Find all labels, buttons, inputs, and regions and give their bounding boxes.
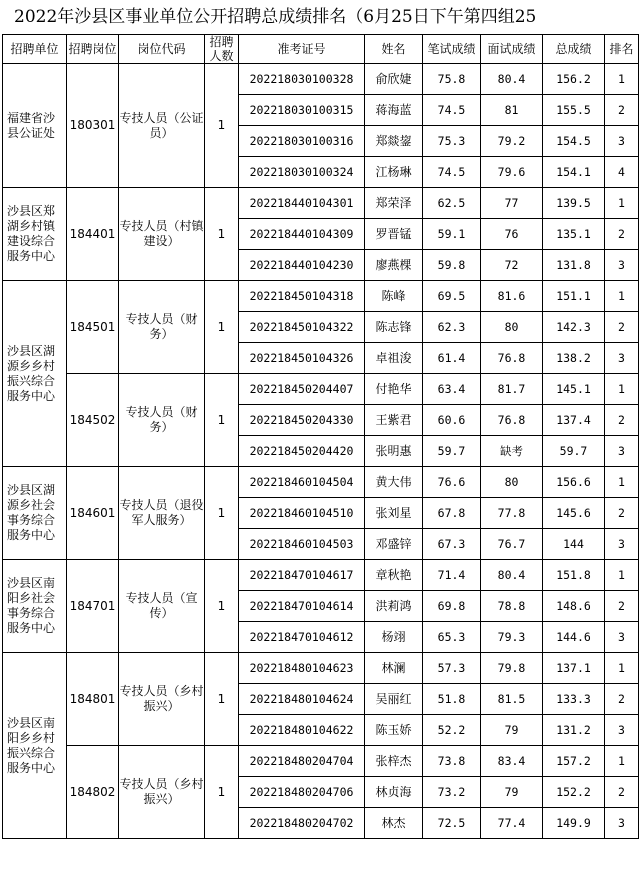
total-score-cell: 137.4 [543,405,605,436]
ticket-cell: 202218450204407 [239,374,365,405]
post-title-cell: 专技人员（退役军人服务） [119,467,205,560]
name-cell: 黄大伟 [365,467,423,498]
table-row [3,653,639,684]
total-score-cell: 145.1 [543,374,605,405]
interview-score-cell: 79.3 [481,622,543,653]
name-cell: 王紫君 [365,405,423,436]
post-count-cell: 1 [205,746,239,839]
total-score-cell: 151.1 [543,281,605,312]
total-score-cell: 156.2 [543,64,605,95]
ticket-cell: 202218460104504 [239,467,365,498]
rank-cell: 3 [605,808,639,839]
ticket-cell: 202218450104322 [239,312,365,343]
header-row [3,35,639,64]
post-title-cell: 专技人员（乡村振兴） [119,746,205,839]
written-score-cell: 62.3 [423,312,481,343]
post-count-cell: 1 [205,467,239,560]
unit-name-cell: 沙县区湖源乡乡村振兴综合服务中心 [3,281,67,467]
written-score-cell: 59.7 [423,436,481,467]
name-cell: 蒋海蓝 [365,95,423,126]
total-score-cell: 151.8 [543,560,605,591]
interview-score-cell: 78.8 [481,591,543,622]
name-cell: 郑荣泽 [365,188,423,219]
post-code-cell: 184502 [67,374,119,467]
interview-score-cell: 79.2 [481,126,543,157]
rank-cell: 1 [605,281,639,312]
name-cell: 江杨琳 [365,157,423,188]
table-row [3,560,639,591]
name-cell: 罗晋锰 [365,219,423,250]
written-score-cell: 65.3 [423,622,481,653]
interview-score-cell: 76 [481,219,543,250]
rank-cell: 1 [605,374,639,405]
name-cell: 陈峰 [365,281,423,312]
unit-name-cell: 沙县区郑湖乡村镇建设综合服务中心 [3,188,67,281]
unit-name-cell: 沙县区南阳乡社会事务综合服务中心 [3,560,67,653]
written-score-cell: 74.5 [423,157,481,188]
ticket-cell: 202218460104503 [239,529,365,560]
rank-cell: 3 [605,343,639,374]
rank-cell: 3 [605,126,639,157]
post-title-cell: 专技人员（财务） [119,374,205,467]
rank-cell: 2 [605,405,639,436]
total-score-cell: 144 [543,529,605,560]
interview-score-cell: 80 [481,467,543,498]
ticket-cell: 202218480204704 [239,746,365,777]
rank-cell: 1 [605,188,639,219]
table-row [3,746,639,777]
post-count-cell: 1 [205,64,239,188]
ticket-cell: 202218480104623 [239,653,365,684]
total-score-cell: 139.5 [543,188,605,219]
post-code-cell: 184701 [67,560,119,653]
name-cell: 廖燕棵 [365,250,423,281]
written-score-cell: 67.3 [423,529,481,560]
header-post: 招聘岗位 [67,35,119,64]
written-score-cell: 59.8 [423,250,481,281]
ticket-cell: 202218440104309 [239,219,365,250]
post-count-cell: 1 [205,560,239,653]
interview-score-cell: 81 [481,95,543,126]
header-interview: 面试成绩 [481,35,543,64]
rank-cell: 2 [605,95,639,126]
ticket-cell: 202218460104510 [239,498,365,529]
header-count: 招聘人数 [205,35,239,64]
written-score-cell: 75.3 [423,126,481,157]
post-count-cell: 1 [205,281,239,374]
name-cell: 洪莉鸿 [365,591,423,622]
rank-cell: 4 [605,157,639,188]
ticket-cell: 202218030100316 [239,126,365,157]
unit-name-cell: 沙县区湖源乡社会事务综合服务中心 [3,467,67,560]
name-cell: 俞欣婕 [365,64,423,95]
total-score-cell: 156.6 [543,467,605,498]
interview-score-cell: 79.6 [481,157,543,188]
total-score-cell: 142.3 [543,312,605,343]
ticket-cell: 202218480204706 [239,777,365,808]
rank-cell: 3 [605,622,639,653]
interview-score-cell: 79 [481,777,543,808]
rank-cell: 3 [605,529,639,560]
name-cell: 郑燚鋆 [365,126,423,157]
rank-cell: 1 [605,64,639,95]
written-score-cell: 57.3 [423,653,481,684]
ticket-cell: 202218030100315 [239,95,365,126]
post-count-cell: 1 [205,653,239,746]
ticket-cell: 202218440104301 [239,188,365,219]
ticket-cell: 202218470104612 [239,622,365,653]
unit-name-cell: 福建省沙县公证处 [3,64,67,188]
post-title-cell: 专技人员（村镇建设） [119,188,205,281]
post-title-cell: 专技人员（公证员） [119,64,205,188]
ticket-cell: 202218450204420 [239,436,365,467]
ticket-cell: 202218030100324 [239,157,365,188]
table-row [3,188,639,219]
interview-score-cell: 72 [481,250,543,281]
written-score-cell: 74.5 [423,95,481,126]
post-title-cell: 专技人员（财务） [119,281,205,374]
rank-cell: 1 [605,467,639,498]
name-cell: 林杰 [365,808,423,839]
post-code-cell: 180301 [67,64,119,188]
rank-cell: 2 [605,498,639,529]
interview-score-cell: 80 [481,312,543,343]
post-code-cell: 184401 [67,188,119,281]
rank-cell: 3 [605,250,639,281]
name-cell: 吴丽红 [365,684,423,715]
written-score-cell: 61.4 [423,343,481,374]
total-score-cell: 152.2 [543,777,605,808]
header-rank: 排名 [605,35,639,64]
total-score-cell: 137.1 [543,653,605,684]
interview-score-cell: 81.5 [481,684,543,715]
written-score-cell: 60.6 [423,405,481,436]
interview-score-cell: 缺考 [481,436,543,467]
interview-score-cell: 77.8 [481,498,543,529]
table-row [3,467,639,498]
written-score-cell: 63.4 [423,374,481,405]
rank-cell: 2 [605,312,639,343]
ticket-cell: 202218030100328 [239,64,365,95]
total-score-cell: 155.5 [543,95,605,126]
name-cell: 张明惠 [365,436,423,467]
interview-score-cell: 79.8 [481,653,543,684]
rank-cell: 1 [605,653,639,684]
post-title-cell: 专技人员（宣传） [119,560,205,653]
interview-score-cell: 80.4 [481,560,543,591]
name-cell: 杨翊 [365,622,423,653]
name-cell: 林贞海 [365,777,423,808]
name-cell: 林澜 [365,653,423,684]
table-row [3,374,639,405]
interview-score-cell: 76.8 [481,343,543,374]
post-code-cell: 184802 [67,746,119,839]
interview-score-cell: 77 [481,188,543,219]
written-score-cell: 59.1 [423,219,481,250]
post-title-cell: 专技人员（乡村振兴） [119,653,205,746]
total-score-cell: 59.7 [543,436,605,467]
total-score-cell: 148.6 [543,591,605,622]
ticket-cell: 202218480104622 [239,715,365,746]
interview-score-cell: 77.4 [481,808,543,839]
interview-score-cell: 81.6 [481,281,543,312]
ticket-cell: 202218450204330 [239,405,365,436]
table-row [3,64,639,95]
post-code-cell: 184601 [67,467,119,560]
post-count-cell: 1 [205,374,239,467]
name-cell: 张刘星 [365,498,423,529]
total-score-cell: 154.5 [543,126,605,157]
interview-score-cell: 79 [481,715,543,746]
ticket-cell: 202218470104617 [239,560,365,591]
ticket-cell: 202218450104318 [239,281,365,312]
written-score-cell: 69.8 [423,591,481,622]
interview-score-cell: 83.4 [481,746,543,777]
name-cell: 章秋艳 [365,560,423,591]
total-score-cell: 149.9 [543,808,605,839]
post-code-cell: 184801 [67,653,119,746]
rank-cell: 3 [605,436,639,467]
name-cell: 陈玉娇 [365,715,423,746]
ticket-cell: 202218480104624 [239,684,365,715]
written-score-cell: 76.6 [423,467,481,498]
ticket-cell: 202218480204702 [239,808,365,839]
interview-score-cell: 81.7 [481,374,543,405]
document-title: 2022年沙县区事业单位公开招聘总成绩排名（6月25日下午第四组25 [14,7,537,27]
written-score-cell: 69.5 [423,281,481,312]
header-written: 笔试成绩 [423,35,481,64]
rank-cell: 2 [605,591,639,622]
total-score-cell: 157.2 [543,746,605,777]
total-score-cell: 145.6 [543,498,605,529]
total-score-cell: 135.1 [543,219,605,250]
unit-name-cell: 沙县区南阳乡乡村振兴综合服务中心 [3,653,67,839]
rank-cell: 2 [605,684,639,715]
rank-cell: 1 [605,560,639,591]
post-code-cell: 184501 [67,281,119,374]
written-score-cell: 52.2 [423,715,481,746]
written-score-cell: 73.8 [423,746,481,777]
total-score-cell: 144.6 [543,622,605,653]
interview-score-cell: 76.7 [481,529,543,560]
total-score-cell: 138.2 [543,343,605,374]
header-name: 姓名 [365,35,423,64]
rank-cell: 2 [605,777,639,808]
name-cell: 张梓杰 [365,746,423,777]
name-cell: 付艳华 [365,374,423,405]
name-cell: 陈志锋 [365,312,423,343]
written-score-cell: 62.5 [423,188,481,219]
ticket-cell: 202218450104326 [239,343,365,374]
header-unit: 招聘单位 [3,35,67,64]
name-cell: 卓祖浚 [365,343,423,374]
header-ticket: 准考证号 [239,35,365,64]
interview-score-cell: 76.8 [481,405,543,436]
written-score-cell: 71.4 [423,560,481,591]
written-score-cell: 51.8 [423,684,481,715]
written-score-cell: 67.8 [423,498,481,529]
header-total: 总成绩 [543,35,605,64]
written-score-cell: 75.8 [423,64,481,95]
total-score-cell: 131.8 [543,250,605,281]
table-row [3,281,639,312]
post-count-cell: 1 [205,188,239,281]
results-table [2,34,639,839]
written-score-cell: 72.5 [423,808,481,839]
ticket-cell: 202218470104614 [239,591,365,622]
rank-cell: 3 [605,715,639,746]
interview-score-cell: 80.4 [481,64,543,95]
total-score-cell: 154.1 [543,157,605,188]
total-score-cell: 133.3 [543,684,605,715]
ticket-cell: 202218440104230 [239,250,365,281]
results-table-body [3,35,639,839]
rank-cell: 2 [605,219,639,250]
written-score-cell: 73.2 [423,777,481,808]
rank-cell: 1 [605,746,639,777]
total-score-cell: 131.2 [543,715,605,746]
header-code: 岗位代码 [119,35,205,64]
name-cell: 邓盛锌 [365,529,423,560]
